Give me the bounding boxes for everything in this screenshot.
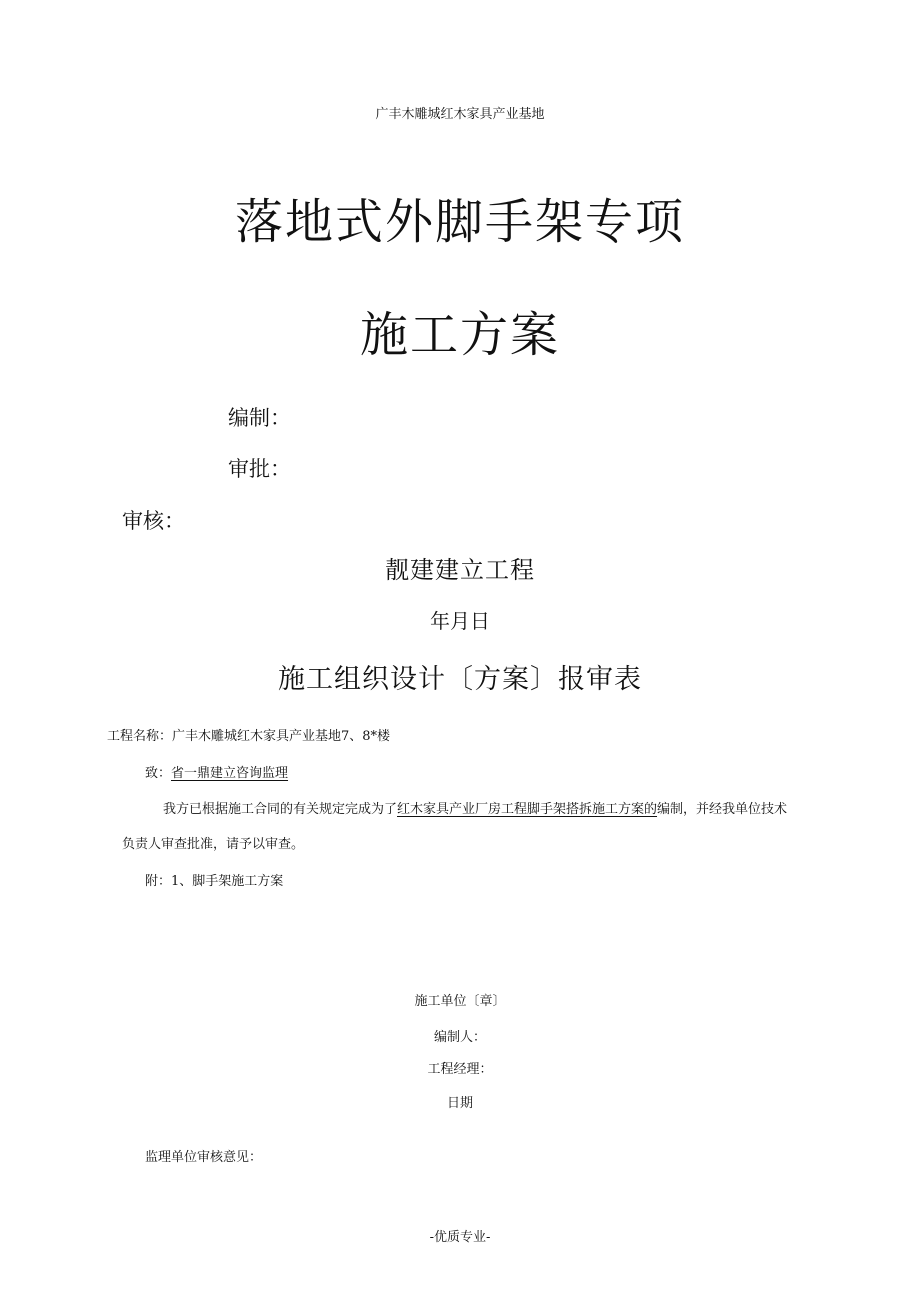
project-name-value: 广丰木雕城红木家具产业基地7、8*楼 [172,729,391,744]
construction-unit-seal: 施工单位〔章〕 [414,994,506,1009]
compiler-label: 编制人： [433,1030,486,1045]
addressee-value: 省一鼎建立咨询监理 [171,766,289,781]
statement-underlined-plan: 红木家具产业厂房工程脚手架搭拆施工方案的 [397,802,658,817]
project-name-label: 工程名称： [107,729,173,744]
document-title-line1: 落地式外脚手架专项 [234,194,685,250]
document-date: 年月日 [430,609,490,633]
document-title-line2: 施工方案 [359,307,560,363]
supervision-opinion-label: 监理单位审核意见： [145,1150,263,1165]
project-name-line [107,725,390,744]
approve-signature-label: 审批： [228,457,291,481]
statement-line-1 [163,798,787,817]
company-name: 靓建建立工程 [385,556,535,584]
compile-signature-label: 编制： [228,406,291,430]
sign-date-label: 日期 [446,1096,473,1111]
statement-line-2: 负责人审查批准，请予以审查。 [122,837,305,852]
addressee-label: 致： [145,766,172,781]
statement-suffix: 编制，并经我单位技术 [657,802,788,817]
statement-prefix: 我方已根据施工合同的有关规定完成为了 [163,802,398,817]
page-header: 广丰木雕城红木家具产业基地 [375,107,545,122]
review-signature-label: 审核： [122,509,185,533]
project-manager-label: 工程经理： [427,1062,493,1077]
page-footer: -优质专业- [429,1230,491,1245]
attachment-line: 附：1、脚手架施工方案 [145,874,284,889]
addressee-line [145,762,288,781]
form-title: 施工组织设计〔方案〕报审表 [278,664,642,695]
